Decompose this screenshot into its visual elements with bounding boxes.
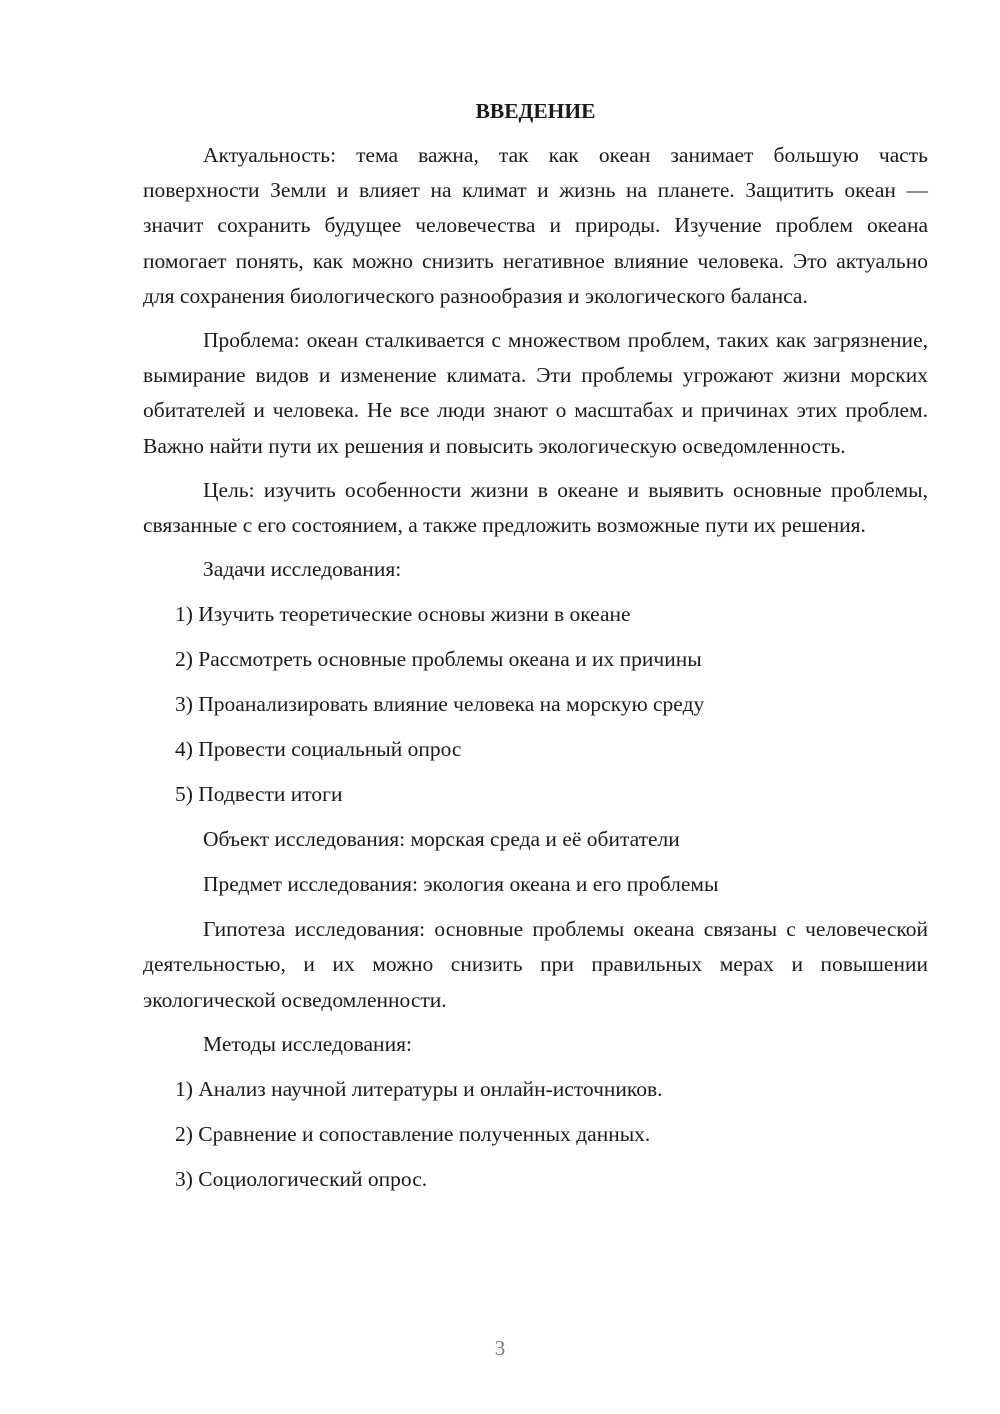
page-number: 3 <box>494 1336 506 1360</box>
relevance-paragraph: Актуальность: тема важна, так как океан занимает большую часть поверхности Земли и влияет на климат и жизнь на планете. Защитить океан — значит сохранить будущее человечества и природы. Изучение проблем океана помогает понять, как можно снизить негативное влияние человека. Это актуально для сохранения биологического разнообразия и экологического баланса. <box>143 143 928 308</box>
list-item: 3) Проанализировать влияние человека на морскую среду <box>175 692 705 717</box>
tasks-title: Задачи исследования: <box>203 557 402 582</box>
subject-line: Предмет исследования: экология океана и его проблемы <box>203 872 719 897</box>
list-item: 3) Социологический опрос. <box>175 1166 428 1191</box>
list-item: 2) Сравнение и сопоставление полученных данных. <box>175 1121 651 1146</box>
methods-list <box>143 1072 928 1197</box>
tasks-list <box>143 597 928 812</box>
methods-title: Методы исследования: <box>203 1031 412 1056</box>
goal-paragraph: Цель: изучить особенности жизни в океане и выявить основные проблемы, связанные с его состоянием, а также предложить возможные пути их решения. <box>143 477 928 538</box>
hypothesis-paragraph: Гипотеза исследования: основные проблемы океана связаны с человеческой деятельностью, и их можно снизить при правильных мерах и повышении экологической осведомленности. <box>143 917 928 1012</box>
object-line: Объект исследования: морская среда и её обитатели <box>203 827 680 852</box>
list-item: 5) Подвести итоги <box>175 782 343 807</box>
list-item: 1) Анализ научной литературы и онлайн-источников. <box>175 1076 663 1101</box>
list-item: 2) Рассмотреть основные проблемы океана и их причины <box>175 647 702 672</box>
list-item: 1) Изучить теоретические основы жизни в океане <box>175 602 631 627</box>
problem-paragraph: Проблема: океан сталкивается с множеством проблем, таких как загрязнение, вымирание видов и изменение климата. Эти проблемы угрожают жизни морских обитателей и человека. Не все люди знают о масштабах и причинах этих проблем. Важно найти пути их решения и повысить экологическую осведомленность. <box>143 328 928 458</box>
page-content <box>143 96 928 1207</box>
section-heading: ВВЕДЕНИЕ <box>475 99 596 123</box>
list-item: 4) Провести социальный опрос <box>175 737 462 762</box>
